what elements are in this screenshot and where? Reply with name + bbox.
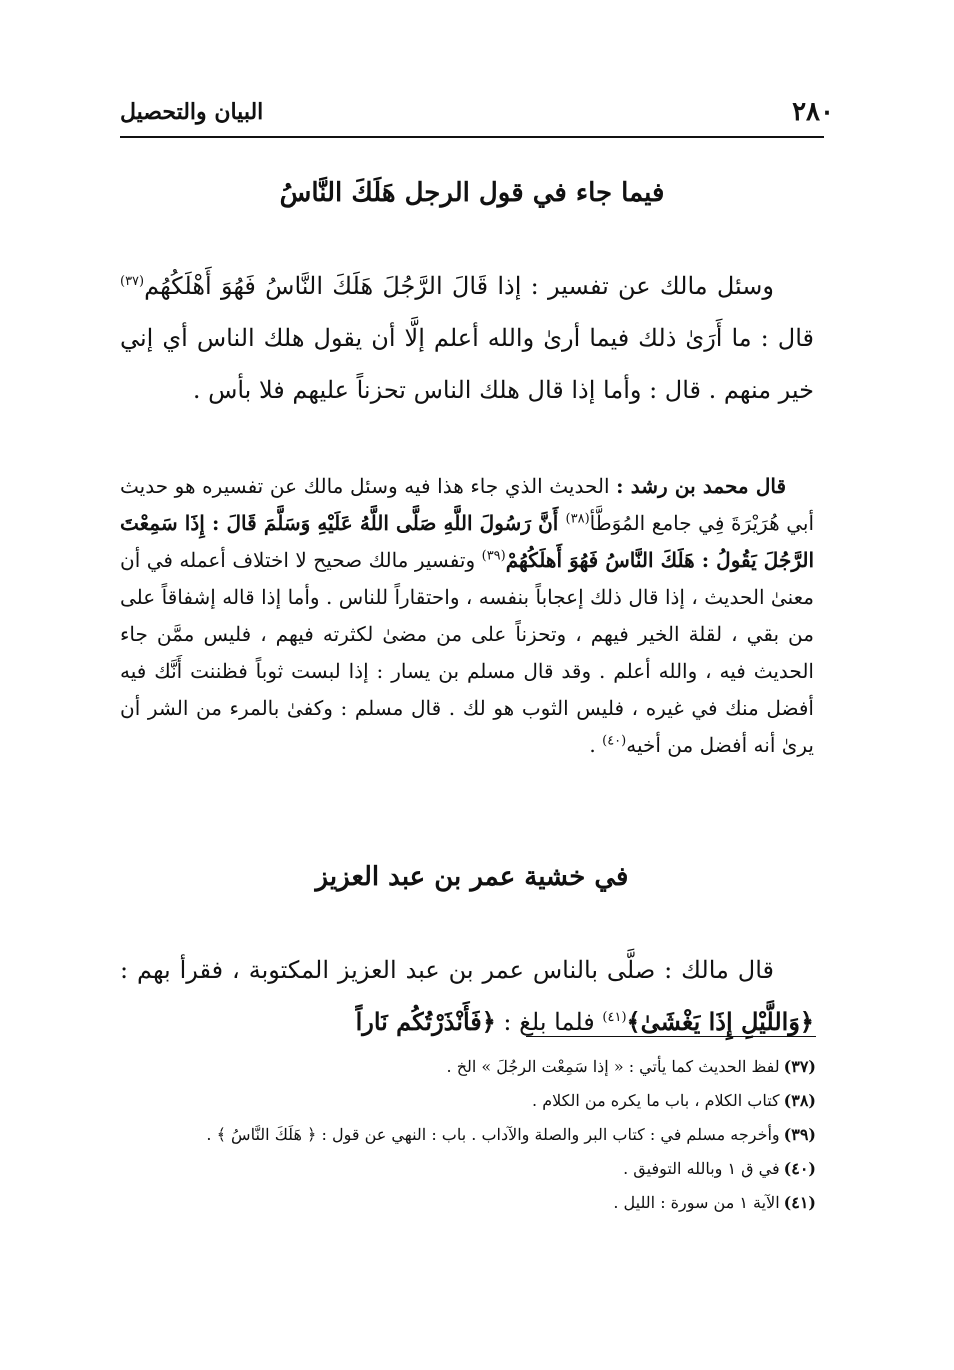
paragraph-1-text-a: وسئل مالك عن تفسير : إذا قَالَ الرَّجُلَ هَلَكَ النَّاسُ فَهُوَ أَهْلَكُهُم [144,272,774,300]
footnote-number: (٣٨) [783,1091,816,1110]
hadith-text: أَنَّ رَسُولَ اللَّهِ صَلَّى اللَّهُ عَلَيْهِ وَسَلَّمَ قَالَ : إِذَا سَمِعْتَ الرَّجُلَ يَقُولُ : هَلَكَ النَّاسُ فَهُوَ أَهلَكُهُمْ [120,511,815,572]
paragraph-1-text-b: قال : ما أَرَىٰ ذلك فيما أرىٰ والله أعلم إلَّا أن يقول هلك الناس أي إني خير منهم . قال : وأما إذا قال هلك الناس تحزناً عليهم فلا بأس . [120,324,814,404]
footnote-number: (٣٧) [783,1057,816,1076]
footnote-ref-38[interactable]: (٣٨) [565,511,590,527]
footnote-text: وأخرجه مسلم في : كتاب البر والصلة والآداب . باب : النهي عن قول : ﴿ هَلَكَ النَّاسُ ﴾ . [206,1125,780,1144]
header-rule [120,136,824,138]
footnote-number: (٤١) [783,1193,816,1212]
footnote-38 [120,1084,816,1118]
quran-verse-2: ﴿فَأَنْذَرْتُكُم نَاراً [355,1007,496,1036]
footnote-text: كتاب الكلام ، باب ما يكره من الكلام . [532,1091,780,1110]
quran-verse-1: ﴿وَاللَّيْلِ إِذَا يَغْشَىٰ﴾ [626,1007,814,1036]
footnote-39 [120,1118,816,1152]
footnote-37 [120,1050,816,1084]
footnote-text: لفظ الحديث كما يأتي : « إذا سَمِعْت الرجُلَ » الخ . [446,1057,780,1076]
paragraph-2-text-b: وتفسير مالك صحيح لا اختلاف أعمله في أن معنىٰ الحديث ، إذا قال ذلك إعجاباً بنفسه ، واحتقاراً للناس . وأما إذا قاله إشفاقاً على من بقي ، لقلة الخير فيهم ، وتحزناً على من مضىٰ لكثرته فيهم ، فليس ممَّن جاء الحديث فيه ، والله أعلم . وقد قال مسلم بن يسار : إذا لبست ثوباً فظننت أَنَّك فيه أفضل منك في غيره ، فليس الثوب هو لك . قال مسلم : وكفىٰ بالمرء من الشر أن يرىٰ أنه أفضل من أخيه [120,548,814,757]
running-header [120,92,834,132]
paragraph-2-text-c: . [589,733,603,757]
footnote-41 [120,1186,816,1220]
page-number: ٢٨٠ [792,97,834,127]
footnote-ref-41[interactable]: (٤١) [602,1010,627,1025]
footnote-text: الآية ١ من سورة : الليل . [613,1193,780,1212]
paragraph-2-text-a: الحديث الذي جاء هذا فيه وسئل مالك عن تفسيره هو حديث أبي هُرَيْرَةَ فِي جامع المُوَطَّأ [120,474,814,535]
footnotes [120,1050,816,1220]
paragraph-2 [120,468,814,764]
running-title: البيان والتحصيل [120,99,264,125]
commentary-lead: قال محمد بن رشد : [616,474,786,498]
paragraph-1 [120,260,814,416]
footnote-ref-39[interactable]: (٣٩) [481,548,506,564]
footnote-number: (٣٩) [783,1125,816,1144]
paragraph-3-text-a: قال مالك : صلَّى بالناس عمر بن عبد العزيز المكتوبة ، فقرأ بهم : [120,956,774,984]
section-heading-2: في خشية عمر بن عبد العزيز [315,862,629,892]
footnote-number: (٤٠) [783,1159,816,1178]
footnote-ref-40[interactable]: (٤٠) [602,733,627,749]
footnote-ref-37[interactable]: (٣٧) [120,274,145,289]
section-heading-1: فيما جاء في قول الرجل هَلَكَ النَّاسُ [279,178,665,208]
footnote-rule [526,1036,816,1037]
footnote-text: في ق ١ وبالله التوفيق . [623,1159,780,1178]
paragraph-3-text-b: فلما بلغ : [495,1008,603,1036]
paragraph-3 [120,944,814,1048]
footnote-40 [120,1152,816,1186]
